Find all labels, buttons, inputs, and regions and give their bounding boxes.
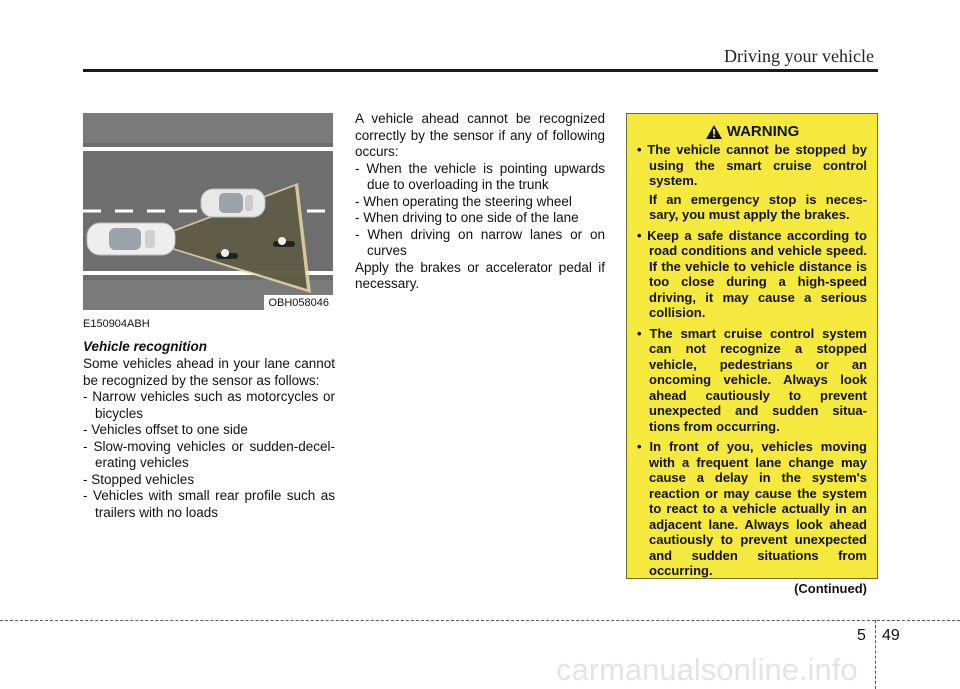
warning-box xyxy=(626,113,878,596)
section-number: 5 xyxy=(857,627,866,644)
list-item: - When the vehicle is pointing upwards due to overloading in the trunk xyxy=(355,160,605,192)
list-item: - When driving on narrow lanes or on curves xyxy=(355,226,605,258)
continued-label: (Continued) xyxy=(794,580,867,596)
warning-subtext: If an emergency stop is neces-sary, you must apply the brakes. xyxy=(649,191,867,222)
section-title: Driving your vehicle xyxy=(724,46,874,66)
list-item: - When operating the steering wheel xyxy=(355,193,572,209)
warning-triangle-icon xyxy=(705,124,723,140)
footer-divider xyxy=(875,620,876,689)
figure-code: OBH058046 xyxy=(264,295,333,310)
list-item: - Stopped vehicles xyxy=(83,471,195,487)
warning-header xyxy=(637,124,867,140)
warning-item: • Keep a safe distance according to road conditions and vehicle speed. If the vehicle to vehicle distance is too close during a high-speed driving, it may cause a serious collision. xyxy=(637,227,867,320)
header-rule xyxy=(83,69,878,72)
footer-rule xyxy=(0,620,960,621)
intro-text: Some vehicles ahead in your lane cannot be recognized by the sensor as follows: xyxy=(83,356,335,388)
warning-title: WARNING xyxy=(726,123,800,141)
warning-item: • In front of you, vehicles moving with a frequent lane change may cause a delay in the system's reaction or may cause the system to react to a vehicle actually in an adjacent lane. Always look ahead cautiously to prevent unexpected and sudden situations from occurring. xyxy=(637,439,867,578)
subsection-heading: Vehicle recognition xyxy=(83,338,208,354)
list-item: - When driving to one side of the lane xyxy=(355,210,579,225)
watermark: carmanualsonline.info xyxy=(556,652,858,687)
section-code: E150904ABH xyxy=(83,318,150,330)
road-scene-image xyxy=(83,113,333,310)
left-column xyxy=(83,316,335,521)
middle-column xyxy=(355,111,605,293)
list-item: - Vehicles offset to one side xyxy=(83,422,248,437)
list-item: - Slow-moving vehicles or sudden-decel-erating vehicles xyxy=(83,438,335,470)
warning-item: • The smart cruise control system can not recognize a stopped vehicle, pedestrians or an oncoming vehicle. Always look ahead cautiously to prevent unexpected and sudden situa-tions from occurring. xyxy=(637,325,867,434)
page-number: 49 xyxy=(882,627,900,644)
intro-text: A vehicle ahead cannot be recognized correctly by the sensor if any of following occurs: xyxy=(355,111,605,159)
list-item: - Vehicles with small rear profile such as trailers with no loads xyxy=(83,488,335,520)
outro-text: Apply the brakes or accelerator pedal if necessary. xyxy=(355,259,605,291)
warning-item: • The vehicle cannot be stopped by using the smart cruise control system. xyxy=(637,142,867,188)
radar-illustration xyxy=(83,113,333,310)
list-item: - Narrow vehicles such as motorcycles or bicycles xyxy=(83,389,335,421)
